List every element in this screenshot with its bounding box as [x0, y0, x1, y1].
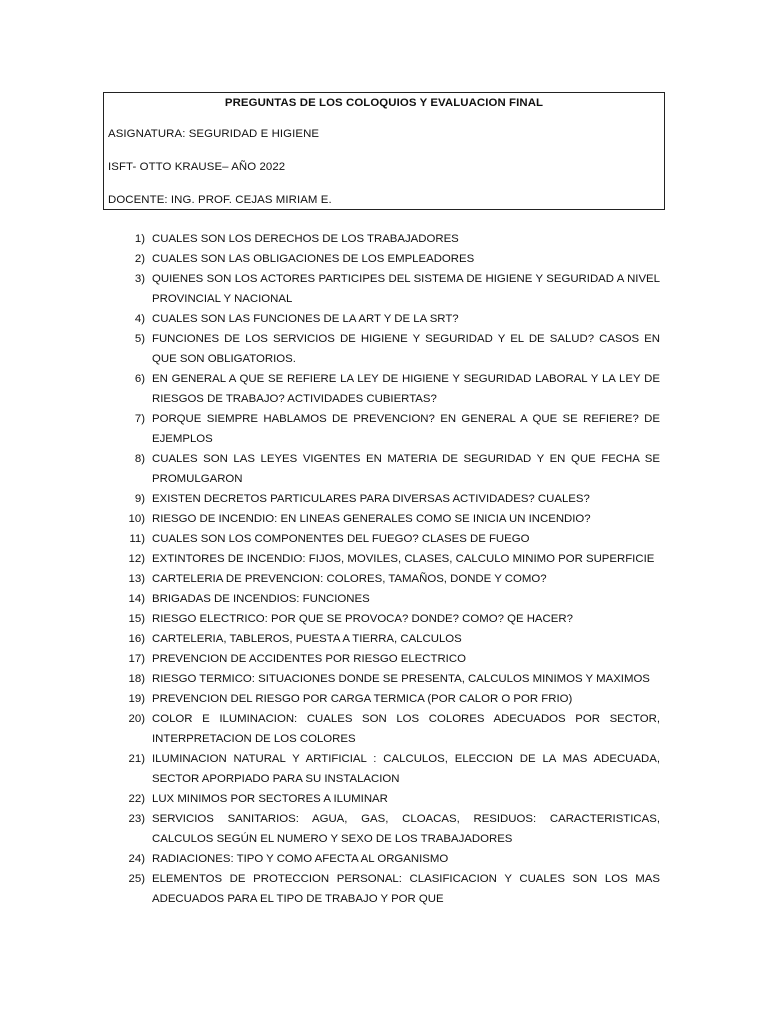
question-item [0, 669, 660, 689]
question-text: RADIACIONES: TIPO Y COMO AFECTA AL ORGANISMO [152, 853, 449, 865]
question-item [0, 249, 660, 269]
question-number: 16) [128, 633, 145, 645]
question-number: 6) [134, 373, 145, 385]
question-number: 3) [134, 273, 145, 285]
question-number: 25) [128, 873, 145, 885]
question-text: CARTELERIA DE PREVENCION: COLORES, TAMAÑOS, DONDE Y COMO? [152, 573, 547, 585]
question-text: QUIENES SON LOS ACTORES PARTICIPES DEL SISTEMA DE HIGIENE Y SEGURIDAD A NIVEL PROVINCIAL Y NACIONAL [152, 273, 660, 305]
question-item [0, 269, 660, 309]
question-number: 10) [128, 513, 145, 525]
question-item [0, 309, 660, 329]
question-item [0, 869, 660, 909]
question-text: CUALES SON LOS COMPONENTES DEL FUEGO? CLASES DE FUEGO [152, 533, 530, 545]
question-number: 4) [134, 313, 145, 325]
question-item [0, 409, 660, 449]
question-item [0, 809, 660, 849]
question-number: 2) [134, 253, 145, 265]
question-text: BRIGADAS DE INCENDIOS: FUNCIONES [152, 593, 370, 605]
question-text: CUALES SON LOS DERECHOS DE LOS TRABAJADORES [152, 233, 459, 245]
question-item [0, 649, 660, 669]
question-number: 21) [128, 753, 145, 765]
question-text: RIESGO ELECTRICO: POR QUE SE PROVOCA? DONDE? COMO? QE HACER? [152, 613, 573, 625]
question-item [0, 789, 660, 809]
question-item [0, 849, 660, 869]
question-text: PORQUE SIEMPRE HABLAMOS DE PREVENCION? EN GENERAL A QUE SE REFIERE? DE EJEMPLOS [152, 413, 660, 445]
question-number: 12) [128, 553, 145, 565]
question-text: LUX MINIMOS POR SECTORES A ILUMINAR [152, 793, 388, 805]
question-number: 1) [134, 233, 145, 245]
question-item [0, 609, 660, 629]
question-text: ELEMENTOS DE PROTECCION PERSONAL: CLASIFICACION Y CUALES SON LOS MAS ADECUADOS PARA EL TIPO DE TRABAJO Y POR QUE [152, 873, 660, 905]
question-item [0, 329, 660, 369]
question-text: SERVICIOS SANITARIOS: AGUA, GAS, CLOACAS, RESIDUOS: CARACTERISTICAS, CALCULOS SEGÚN EL NUMERO Y SEXO DE LOS TRABAJADORES [152, 813, 660, 845]
question-item [0, 529, 660, 549]
question-text: CARTELERIA, TABLEROS, PUESTA A TIERRA, CALCULOS [152, 633, 462, 645]
question-item [0, 549, 660, 569]
question-number: 14) [128, 593, 145, 605]
question-item [0, 489, 660, 509]
question-list [0, 229, 768, 909]
question-number: 23) [128, 813, 145, 825]
question-item [0, 369, 660, 409]
question-number: 9) [134, 493, 145, 505]
question-text: RIESGO TERMICO: SITUACIONES DONDE SE PRESENTA, CALCULOS MINIMOS Y MAXIMOS [152, 673, 650, 685]
question-number: 8) [134, 453, 145, 465]
question-text: PREVENCION DE ACCIDENTES POR RIESGO ELECTRICO [152, 653, 466, 665]
question-item [0, 589, 660, 609]
question-item [0, 689, 660, 709]
question-item [0, 569, 660, 589]
question-text: CUALES SON LAS OBLIGACIONES DE LOS EMPLEADORES [152, 253, 475, 265]
document-title: PREGUNTAS DE LOS COLOQUIOS Y EVALUACION FINAL [224, 97, 544, 109]
institution-line: ISFT- OTTO KRAUSE– AÑO 2022 [108, 161, 286, 173]
question-text: EXISTEN DECRETOS PARTICULARES PARA DIVERSAS ACTIVIDADES? CUALES? [152, 493, 590, 505]
question-text: CUALES SON LAS LEYES VIGENTES EN MATERIA DE SEGURIDAD Y EN QUE FECHA SE PROMULGARON [152, 453, 660, 485]
question-text: RIESGO DE INCENDIO: EN LINEAS GENERALES COMO SE INICIA UN INCENDIO? [152, 513, 591, 525]
question-text: CUALES SON LAS FUNCIONES DE LA ART Y DE LA SRT? [152, 313, 459, 325]
header-box [103, 92, 665, 210]
subject-line: ASIGNATURA: SEGURIDAD E HIGIENE [108, 128, 320, 140]
question-item [0, 709, 660, 749]
question-number: 13) [128, 573, 145, 585]
question-item [0, 749, 660, 789]
question-number: 5) [134, 333, 145, 345]
question-number: 18) [128, 673, 145, 685]
question-number: 20) [128, 713, 145, 725]
question-number: 22) [128, 793, 145, 805]
question-text: PREVENCION DEL RIESGO POR CARGA TERMICA (POR CALOR O POR FRIO) [152, 693, 573, 705]
question-number: 11) [129, 533, 145, 545]
question-text: EN GENERAL A QUE SE REFIERE LA LEY DE HIGIENE Y SEGURIDAD LABORAL Y LA LEY DE RIESGOS DE TRABAJO? ACTIVIDADES CUBIERTAS? [152, 373, 660, 405]
question-number: 19) [128, 693, 145, 705]
question-text: COLOR E ILUMINACION: CUALES SON LOS COLORES ADECUADOS POR SECTOR, INTERPRETACION DE LOS COLORES [152, 713, 660, 745]
question-item [0, 629, 660, 649]
teacher-line: DOCENTE: ING. PROF. CEJAS MIRIAM E. [108, 194, 332, 206]
question-text: ILUMINACION NATURAL Y ARTIFICIAL : CALCULOS, ELECCION DE LA MAS ADECUADA, SECTOR APORPIADO PARA SU INSTALACION [152, 753, 660, 785]
question-item [0, 449, 660, 489]
question-number: 7) [134, 413, 145, 425]
question-number: 24) [128, 853, 145, 865]
question-item [0, 509, 660, 529]
question-text: FUNCIONES DE LOS SERVICIOS DE HIGIENE Y SEGURIDAD Y EL DE SALUD? CASOS EN QUE SON OBLIGATORIOS. [152, 333, 660, 365]
question-number: 17) [128, 653, 145, 665]
question-number: 15) [128, 613, 145, 625]
question-item [0, 229, 660, 249]
question-text: EXTINTORES DE INCENDIO: FIJOS, MOVILES, CLASES, CALCULO MINIMO POR SUPERFICIE [152, 553, 655, 565]
